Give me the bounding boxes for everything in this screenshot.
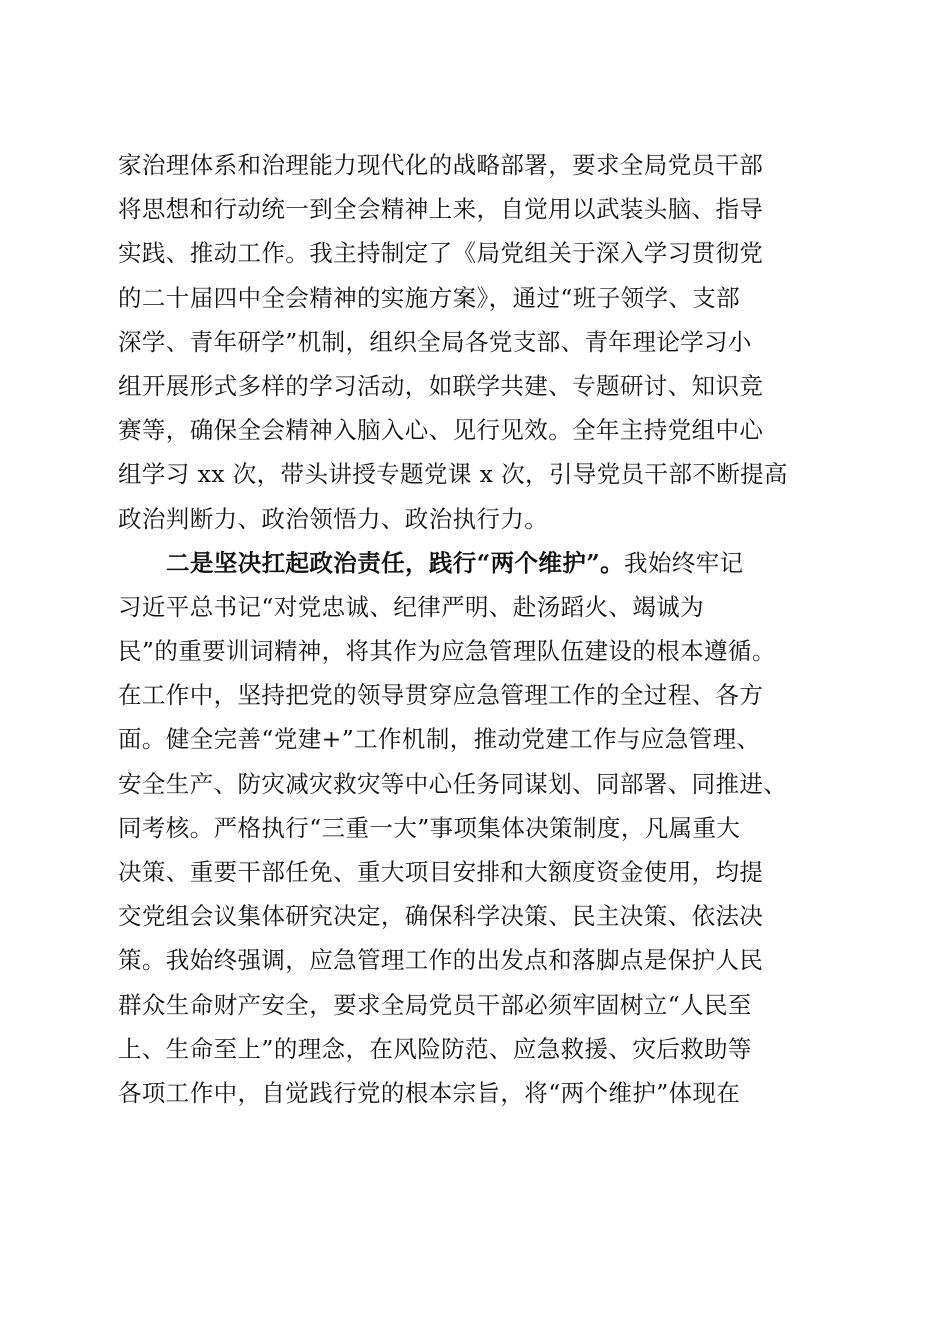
body-text bbox=[118, 143, 838, 1115]
paragraph-1 bbox=[118, 143, 838, 541]
text-line: 策。我始终强调，应急管理工作的出发点和落脚点是保护人民 bbox=[118, 946, 764, 975]
text-line: 群众生命财产安全，要求全局党员干部必须牢固树立“人民至 bbox=[118, 990, 752, 1019]
text-line: 上、生命至上”的理念，在风险防范、应急救援、灾后救助等 bbox=[118, 1034, 752, 1063]
text-line: 的二十届四中全会精神的实施方案》，通过“班子领学、支部 bbox=[118, 283, 741, 312]
text-line: 实践、推动工作。我主持制定了《局党组关于深入学习贯彻党 bbox=[118, 239, 764, 268]
text-line: 政治判断力、政治领悟力、政治执行力。 bbox=[118, 504, 549, 533]
text-line: 民”的重要训词精神，将其作为应急管理队伍建设的根本遵循。 bbox=[118, 637, 776, 666]
text-line: 赛等，确保全会精神入脑入心、见行见效。全年主持党组中心 bbox=[118, 416, 764, 445]
text-line: 决策、重要干部任免、重大项目安排和大额度资金使用，均提 bbox=[118, 858, 764, 886]
text-line: 组开展形式多样的学习活动，如联学共建、专题研讨、知识竞 bbox=[118, 371, 764, 400]
text-line: 面。健全完善“党建+”工作机制，推动党建工作与应急管理、 bbox=[118, 725, 761, 754]
text-line: 深学、青年研学”机制，组织全局各党支部、青年理论学习小 bbox=[118, 327, 752, 356]
text-line: 习近平总书记“对党忠诚、纪律严明、赴汤蹈火、竭诚为 bbox=[118, 592, 705, 621]
text-line: 家治理体系和治理能力现代化的战略部署，要求全局党员干部 bbox=[118, 151, 764, 179]
section-heading: 二是坚决扛起政治责任，践行“两个维护”。 bbox=[166, 548, 625, 577]
text-line: 同考核。严格执行“三重一大”事项集体决策制度，凡属重大 bbox=[118, 813, 741, 842]
paragraph-2 bbox=[118, 541, 838, 1115]
text-line: 将思想和行动统一到全会精神上来，自觉用以武装头脑、指导 bbox=[118, 195, 764, 224]
text-line: 在工作中，坚持把党的领导贯穿应急管理工作的全过程、各方 bbox=[118, 681, 764, 710]
text-line: 交党组会议集体研究决定，确保科学决策、民主决策、依法决 bbox=[118, 902, 764, 931]
text-line: 各项工作中，自觉践行党的根本宗旨，将“两个维护”体现在 bbox=[118, 1078, 741, 1107]
text-line: 组学习 xx 次，带头讲授专题党课 x 次，引导党员干部不断提高 bbox=[118, 460, 788, 489]
paragraph-2-first-line bbox=[118, 541, 838, 585]
text-line: 安全生产、防灾减灾救灾等中心任务同谋划、同部署、同推进、 bbox=[118, 769, 788, 798]
heading-continuation: 我始终牢记 bbox=[624, 548, 744, 577]
